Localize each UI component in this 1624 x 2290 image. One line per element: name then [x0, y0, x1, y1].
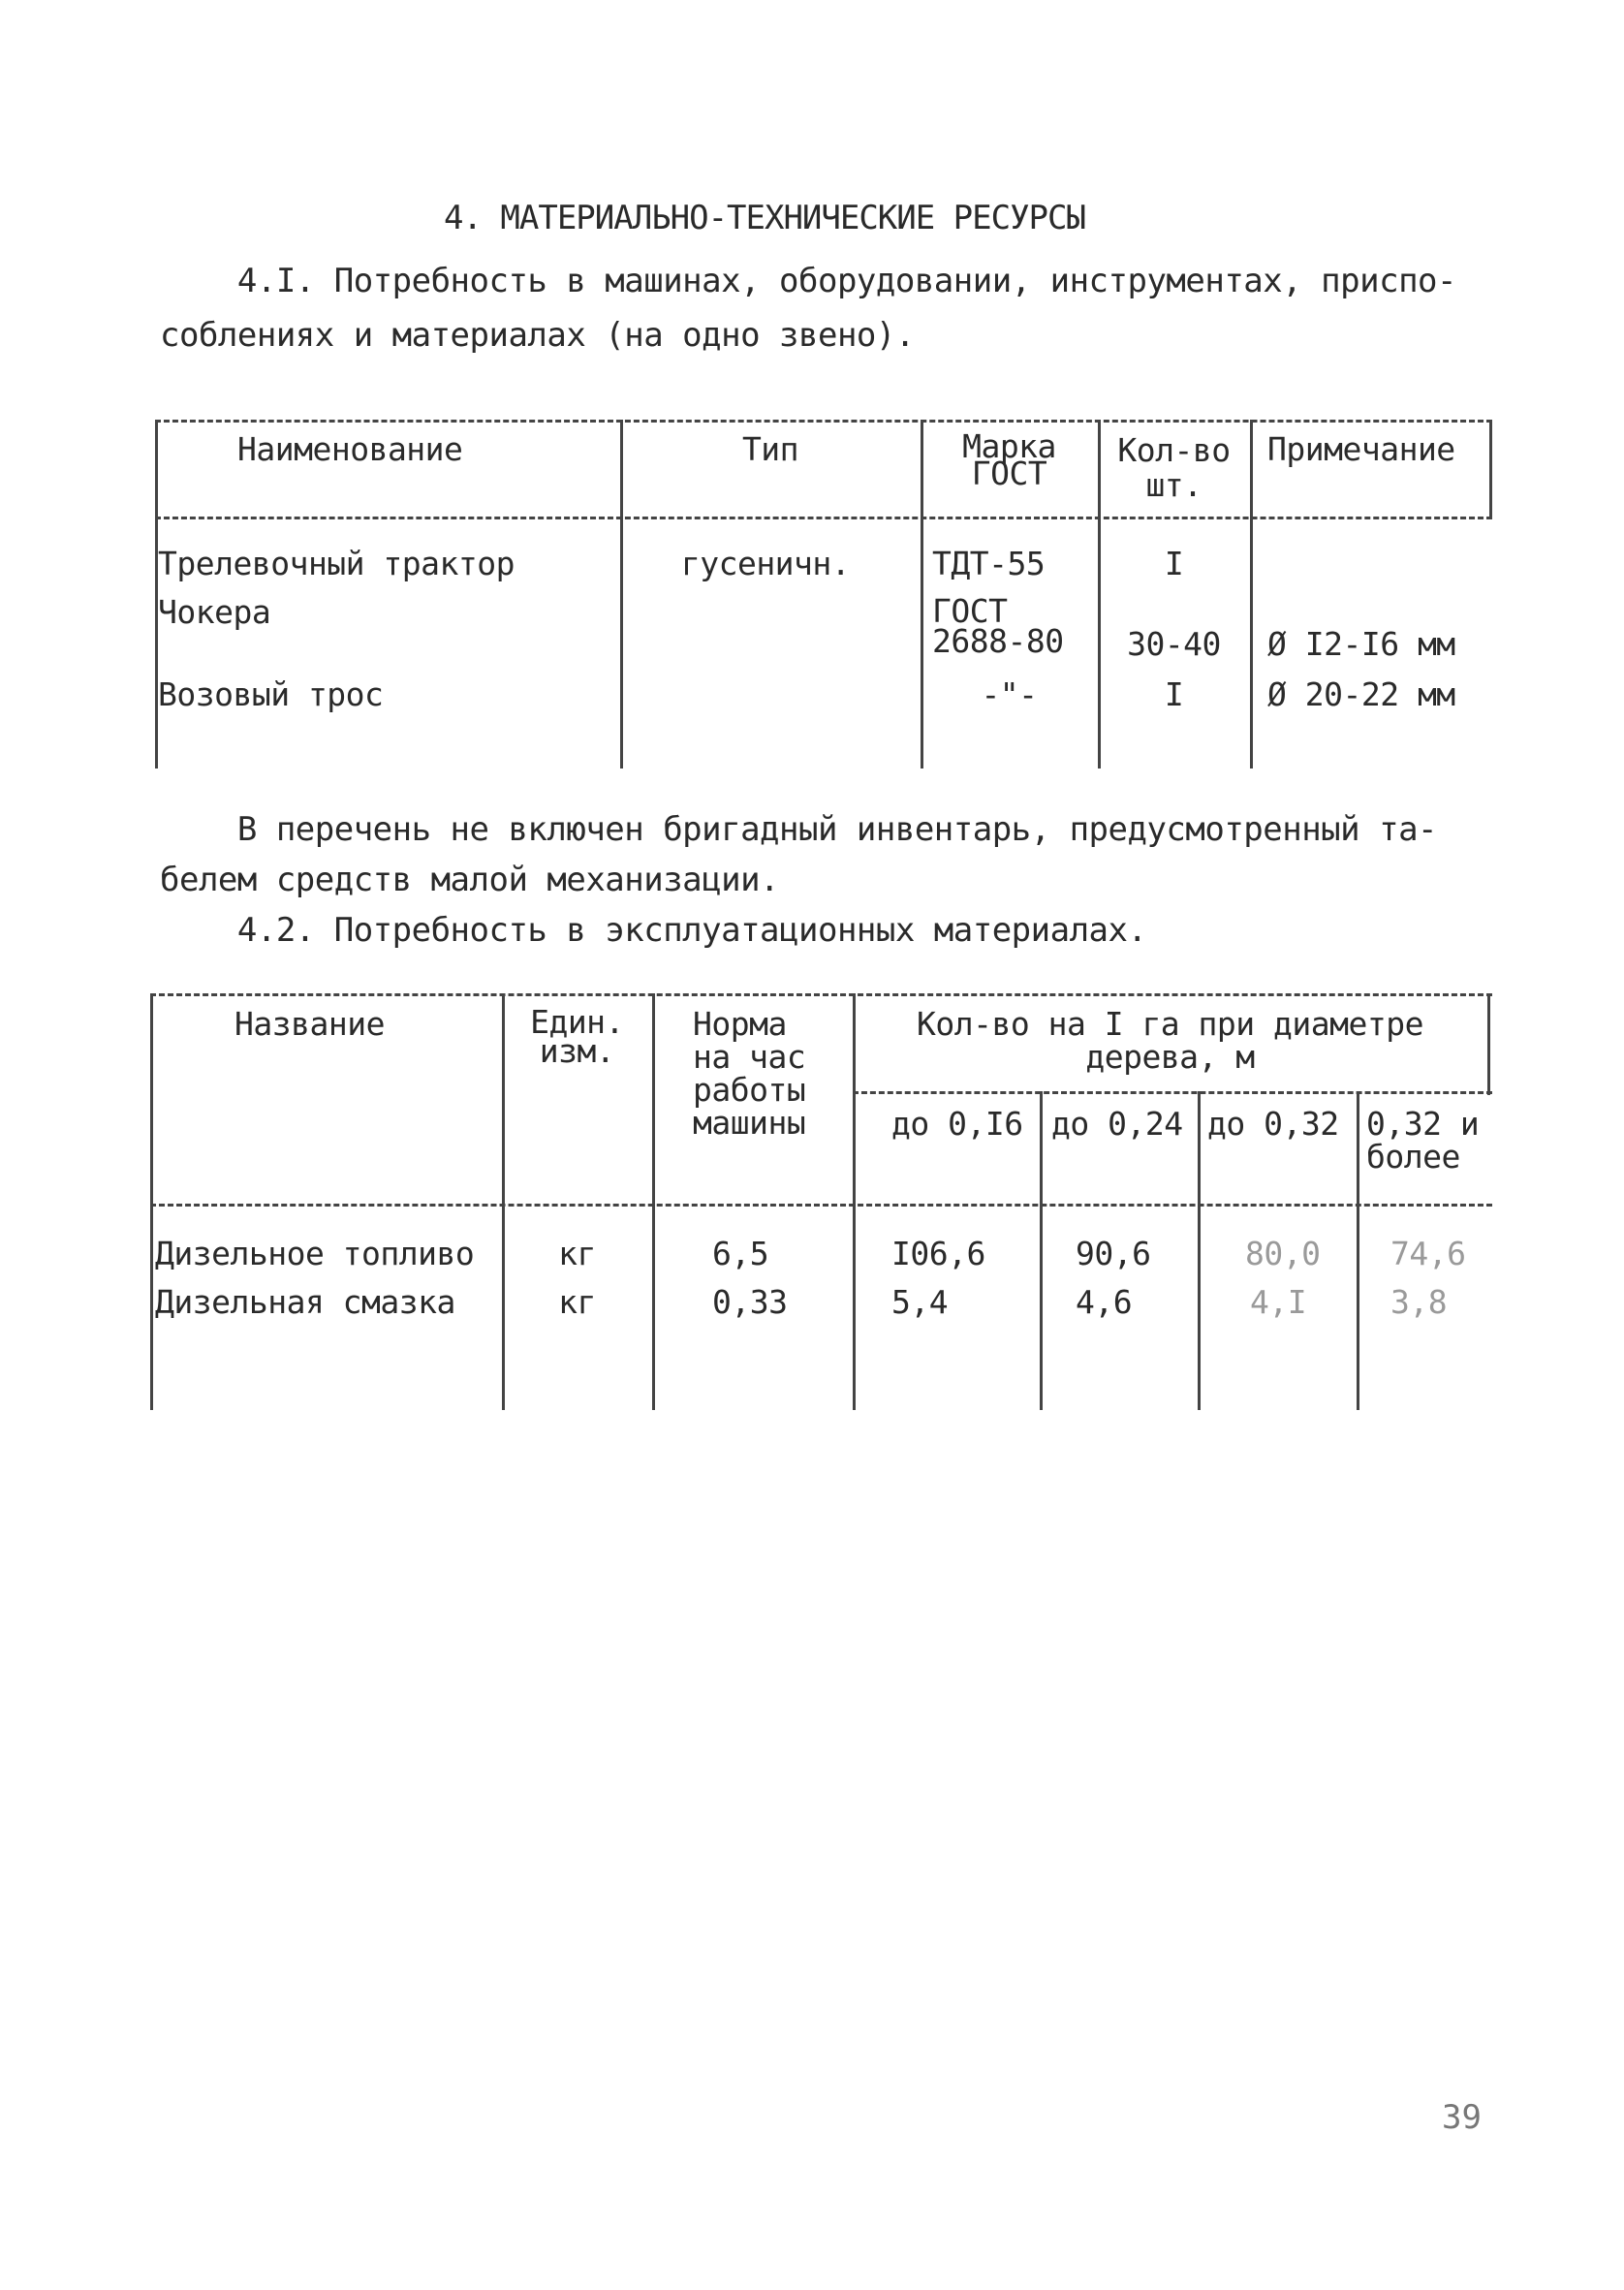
- table1-row2-brand: ГОСТ 2688-80: [932, 592, 1064, 660]
- table1-row2-name: Чокера: [158, 593, 271, 631]
- table2-row2-norm: 0,33: [712, 1283, 788, 1321]
- note-line-1: В перечень не включен бригадный инвентарь, предусмотренный та-: [160, 810, 1438, 849]
- page-number: 39: [1442, 2098, 1482, 2137]
- table1-row3-name: Возовый трос: [158, 675, 384, 713]
- table1-row3-qty: I: [1164, 675, 1184, 713]
- table1-header-name: Наименование: [237, 430, 463, 468]
- table2-row1-d3: 80,0: [1245, 1235, 1321, 1272]
- table1-row3-note: Ø 20-22 мм: [1267, 675, 1455, 713]
- table2-divider-2: [652, 993, 655, 1410]
- table2-row1-d1: I06,6: [891, 1235, 985, 1272]
- table1-divider-4: [1250, 420, 1253, 769]
- table2-divider-6: [1357, 1091, 1359, 1410]
- table1-row1-type: гусеничн.: [680, 545, 851, 582]
- table2-row1-norm: 6,5: [712, 1235, 769, 1272]
- table2-divider-5: [1198, 1091, 1201, 1410]
- table2-header-d1: до 0,I6: [891, 1105, 1023, 1143]
- table2-row2-name: Дизельная смазка: [155, 1283, 455, 1321]
- table2-header-name: Название: [234, 1005, 385, 1043]
- table1-row1-qty: I: [1164, 545, 1184, 582]
- table2-header-unit: Един. изм.: [530, 1003, 624, 1070]
- table1-border-right: [1489, 420, 1492, 517]
- note-line-2: белем средств малой механизации.: [160, 861, 780, 899]
- table2-row1-name: Дизельное топливо: [155, 1235, 475, 1272]
- table2-row2-d2: 4,6: [1076, 1283, 1133, 1321]
- table1-header-qty: Кол-во шт.: [1117, 431, 1231, 504]
- table2-row1-d2: 90,6: [1076, 1235, 1151, 1272]
- table2-border-left: [150, 993, 153, 1410]
- table2-row2-d3: 4,I: [1250, 1283, 1307, 1321]
- table1-header-note: Примечание: [1267, 430, 1455, 468]
- table2-header-d3: до 0,32: [1207, 1105, 1339, 1143]
- table1-header-brand: Марка ГОСТ: [962, 427, 1056, 492]
- table1-row1-brand: ТДТ-55: [932, 545, 1046, 582]
- table2-header-qty-group: Кол-во на I га при диаметре дерева, м: [917, 1005, 1423, 1076]
- table1-row2-note: Ø I2-I6 мм: [1267, 625, 1455, 663]
- table2-header-d2: до 0,24: [1051, 1105, 1183, 1143]
- table2-header-rule: [150, 1204, 1492, 1207]
- table1-divider-1: [620, 420, 623, 769]
- table1-header-rule: [155, 517, 1492, 519]
- section-title: 4. МАТЕРИАЛЬНО-ТЕХНИЧЕСКИЕ РЕСУРСЫ: [444, 199, 1085, 237]
- table2-row2-d4: 3,8: [1390, 1283, 1448, 1321]
- table1-header-type: Тип: [741, 430, 799, 468]
- table2-subheader-rule: [853, 1091, 1492, 1094]
- table2-header-norm: Норма на час работы машины: [693, 1005, 806, 1142]
- table2-header-d4: 0,32 и более: [1366, 1105, 1480, 1176]
- table1-row2-qty: 30-40: [1127, 625, 1221, 663]
- table2-top-rule: [150, 993, 1492, 996]
- table1-top-rule: [155, 420, 1492, 423]
- table2-row1-unit: кг: [558, 1235, 596, 1272]
- table2-row2-unit: кг: [558, 1283, 596, 1321]
- table2-row1-d4: 74,6: [1390, 1235, 1466, 1272]
- section-4-2-title: 4.2. Потребность в эксплуатационных материалах.: [160, 911, 1147, 950]
- table2-row2-d1: 5,4: [891, 1283, 949, 1321]
- table2-border-right: [1487, 993, 1490, 1095]
- section-4-1-line-1: 4.I. Потребность в машинах, оборудовании, инструментах, приспо-: [160, 262, 1456, 300]
- section-4-1-line-2: соблениях и материалах (на одно звено).: [160, 316, 915, 355]
- table1-row1-name: Трелевочный трактор: [158, 545, 515, 582]
- table2-divider-4: [1040, 1091, 1043, 1410]
- table1-row3-brand: -"-: [981, 675, 1038, 713]
